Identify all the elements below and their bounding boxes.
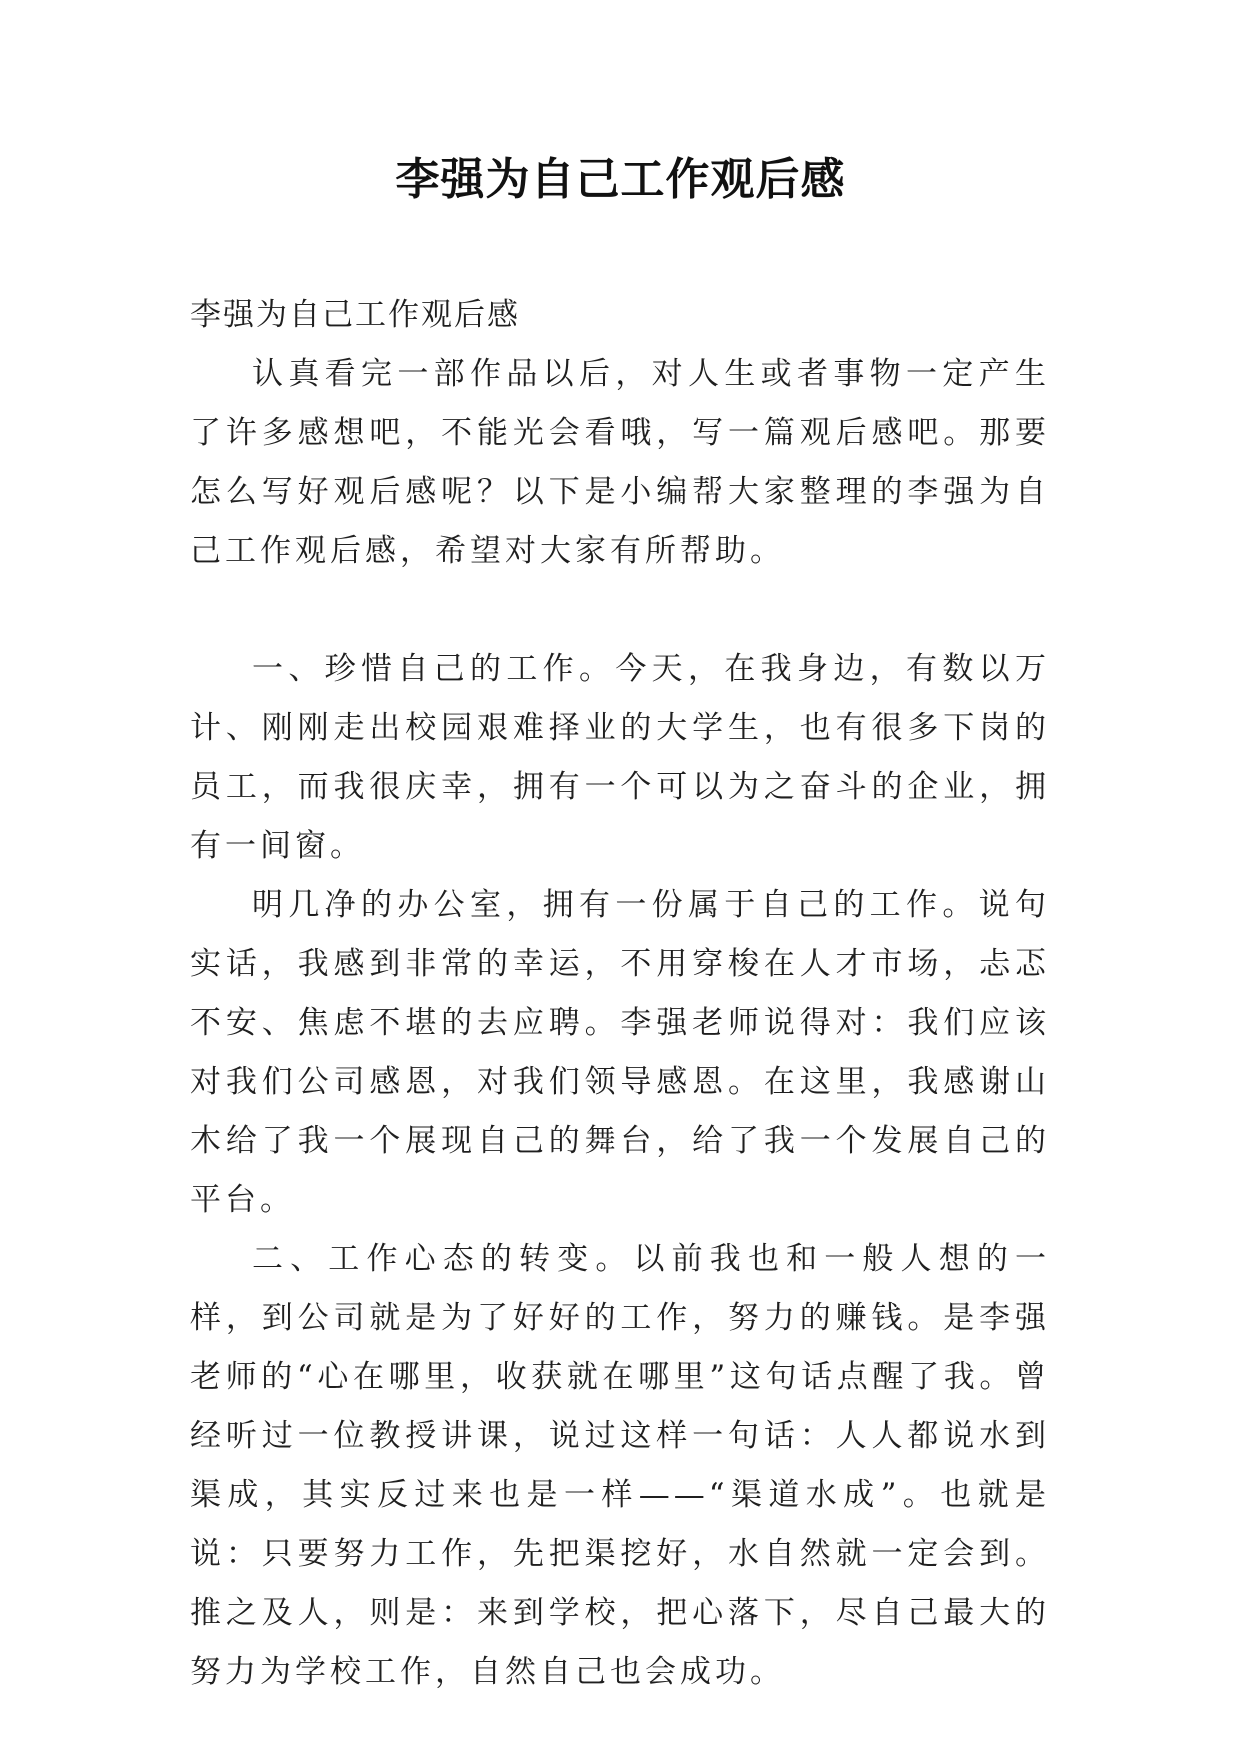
intro-block [190,345,1050,581]
body-block [190,640,1050,1702]
document-title: 李强为自己工作观后感 [395,154,846,205]
document-subtitle: 李强为自己工作观后感 [190,297,520,333]
body-paragraph-2: 明几净的办公室，拥有一份属于自己的工作。说句实话，我感到非常的幸运，不用穿梭在人才市场，忐忑不安、焦虑不堪的去应聘。李强老师说得对：我们应该对我们公司感恩，对我们领导感恩。在这里，我感谢山木给了我一个展现自己的舞台，给了我一个发展自己的平台。 [190,887,1050,1218]
body-paragraph-3: 二、工作心态的转变。以前我也和一般人想的一样，到公司就是为了好好的工作，努力的赚钱。是李强老师的“心在哪里，收获就在哪里”这句话点醒了我。曾经听过一位教授讲课，说过这样一句话：人人都说水到渠成，其实反过来也是一样——“渠道水成”。也就是说：只要努力工作，先把渠挖好，水自然就一定会到。推之及人，则是：来到学校，把心落下，尽自己最大的努力为学校工作，自然自己也会成功。 [190,1241,1050,1690]
intro-paragraph: 认真看完一部作品以后，对人生或者事物一定产生了许多感想吧，不能光会看哦，写一篇观后感吧。那要怎么写好观后感呢？以下是小编帮大家整理的李强为自己工作观后感，希望对大家有所帮助。 [190,356,1050,569]
body-paragraph-1: 一、珍惜自己的工作。今天，在我身边，有数以万计、刚刚走出校园艰难择业的大学生，也有很多下岗的员工，而我很庆幸，拥有一个可以为之奋斗的企业，拥有一间窗。 [190,651,1050,864]
